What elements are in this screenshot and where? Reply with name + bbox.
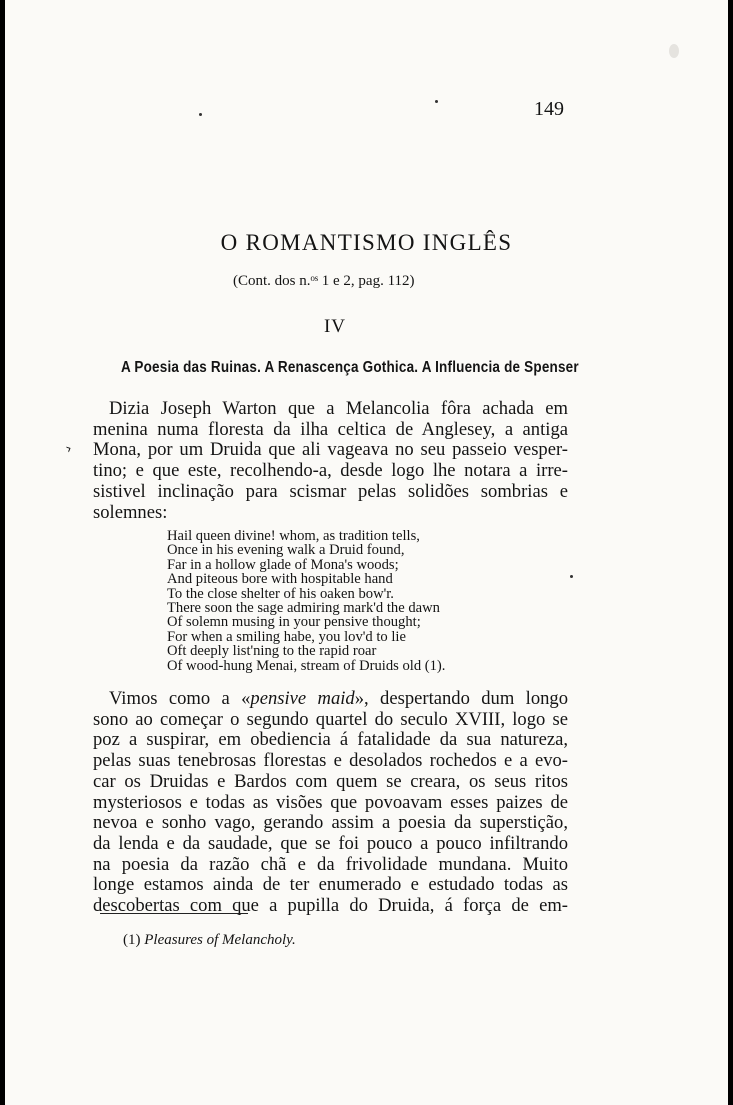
poem-line: Hail queen divine! whom, as tradition tells, (167, 528, 420, 544)
paragraph-line: na poesia da razão chã e da frivolidade mundana. Muito (93, 853, 568, 875)
paragraph-line: tino; e que este, recolhendo-a, desde logo lhe notara a irre- (93, 460, 568, 482)
paragraph-line (93, 689, 568, 710)
paper-speck (199, 113, 202, 116)
paragraph-line: sono ao começar o segundo quartel do seculo XVIII, logo se (93, 708, 568, 730)
poem-line: To the close shelter of his oaken bow'r. (167, 585, 394, 602)
paragraph-line: Mona, por um Druida que ali vageava no seu passeio vesper- (93, 439, 568, 461)
footnote-divider (100, 913, 248, 914)
footnote-marker: (1) (123, 932, 141, 948)
paragraph-line: Dizia Joseph Warton que a Melancolia fôra achada em (109, 398, 568, 419)
paragraph-line: longe estamos ainda de ter enumerado e estudado todas as (93, 874, 568, 896)
paragraph-line: pelas suas tenebrosas florestas e desolados rochedos e a evo- (93, 750, 568, 772)
paragraph-line: car os Druidas e Bardos com quem se creara, os seus ritos (93, 770, 568, 792)
poem-line: Once in his evening walk a Druid found, (167, 542, 405, 559)
poem-line: And piteous bore with hospitable hand (167, 571, 393, 588)
page-number: 149 (534, 98, 564, 120)
text-run: Vimos como a « (109, 688, 251, 709)
paragraph-line: mysteriosos e todas as visões que povoavam esses paizes de (93, 791, 568, 813)
continuation-note: (Cont. dos n.ᵒˢ 1 e 2, pag. 112) (233, 273, 415, 289)
paper-smudge (669, 44, 679, 58)
paragraph-line: sistivel inclinação para scismar pelas solidões sombrias e (93, 480, 568, 502)
paragraph-line: nevoa e sonho vago, gerando assim a poesia da superstição, (93, 812, 568, 834)
poem-line: Of wood-hung Menai, stream of Druids old (1). (167, 657, 446, 674)
paragraph-line: solemnes: (93, 501, 168, 523)
article-title: O ROMANTISMO INGLÊS (220, 230, 513, 255)
paragraph-line: menina numa floresta da ilha celtica de Anglesey, a antiga (93, 418, 568, 440)
poem-quotation (167, 529, 445, 673)
poem-line: For when a smiling habe, you lov'd to lie (167, 628, 406, 645)
paper-speck (435, 100, 438, 103)
chapter-subtitle: A Poesia das Ruinas. A Renascença Gothica. A Influencia de Spenser (121, 358, 579, 376)
poem-line: There soon the sage admiring mark'd the dawn (167, 600, 440, 617)
paper-speck (570, 575, 573, 578)
paragraph-2 (93, 689, 568, 917)
margin-mark: › (62, 440, 75, 458)
footnote (123, 932, 296, 949)
footnote-text: Pleasures of Melancholy. (144, 932, 296, 948)
paragraph-line: descobertas com que a pupilla do Druida, á força de em- (93, 895, 568, 917)
paragraph-1 (93, 399, 568, 523)
paragraph-line: da lenda e da saudade, que se foi pouco a pouco infiltrando (93, 832, 568, 854)
text-run: », despertando dum longo (354, 688, 569, 709)
chapter-numeral: IV (323, 316, 347, 337)
paragraph-line: poz a suspirar, em obediencia á fatalidade da sua natureza, (93, 729, 568, 751)
poem-line: Oft deeply list'ning to the rapid roar (167, 643, 377, 660)
italic-phrase: pensive maid (250, 688, 355, 709)
poem-line: Of solemn musing in your pensive thought; (167, 614, 421, 631)
poem-line: Far in a hollow glade of Mona's woods; (167, 556, 399, 573)
